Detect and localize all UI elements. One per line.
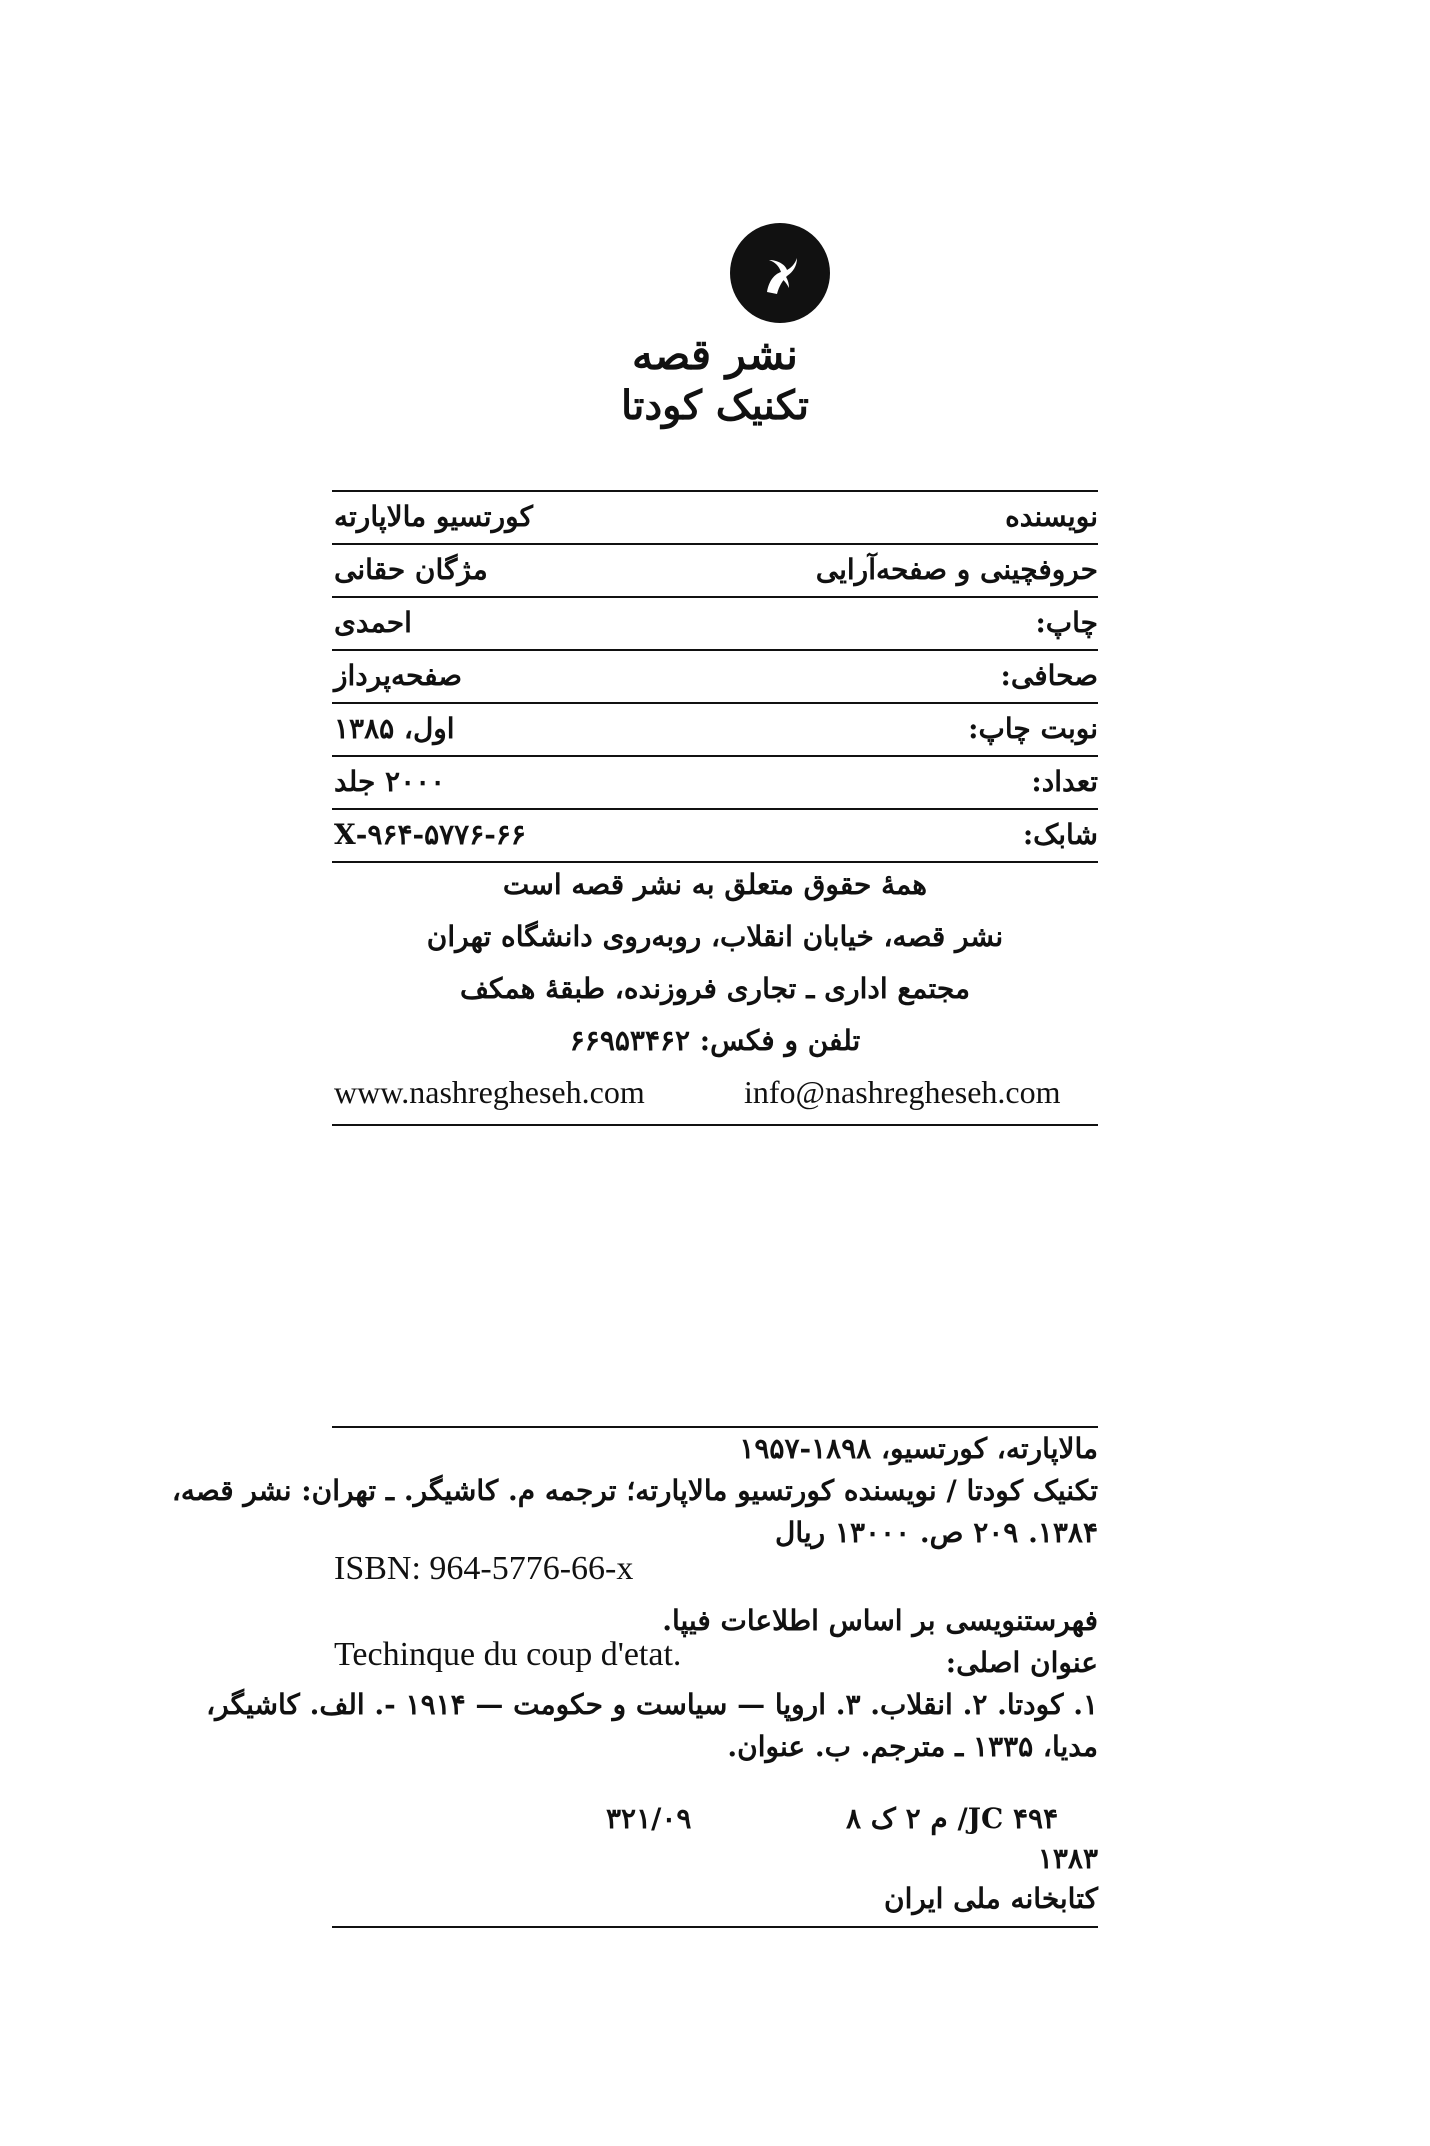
credit-label: چاپ: bbox=[1035, 606, 1098, 639]
credit-label: نویسنده bbox=[1005, 500, 1098, 533]
email-link[interactable]: info@nashregheseh.com bbox=[744, 1074, 1061, 1110]
publisher-name: نشر قصه bbox=[632, 330, 798, 379]
catalog-publication: ۱۳۸۴. ۲۰۹ ص. ۱۳۰۰۰ ریال bbox=[774, 1516, 1098, 1549]
catalog-isbn: ISBN: 964-5776-66-x bbox=[334, 1550, 634, 1587]
catalog-library: کتابخانه ملی ایران bbox=[884, 1882, 1098, 1915]
credit-row-binding bbox=[332, 651, 1098, 703]
credit-value: ۲۰۰۰ جلد bbox=[334, 765, 446, 798]
credit-label: نوبت چاپ: bbox=[968, 712, 1098, 745]
phone-fax: تلفن و فکس: ۶۶۹۵۳۴۶۲ bbox=[569, 1024, 861, 1057]
catalog-year: ۱۳۸۳ bbox=[1037, 1842, 1098, 1875]
credit-row-count bbox=[332, 757, 1098, 809]
credit-label: تعداد: bbox=[1031, 765, 1098, 798]
address-line-2: مجتمع اداری ـ تجاری فروزنده، طبقهٔ همکف bbox=[460, 972, 970, 1005]
catalog-fipa-note: فهرستنویسی بر اساس اطلاعات فیپا. bbox=[662, 1604, 1098, 1637]
catalog-dewey: ۳۲۱/۰۹ bbox=[606, 1802, 692, 1835]
credit-value: ۹۶۴-۵۷۷۶-۶۶-X bbox=[334, 818, 526, 851]
catalog-author: مالاپارته، کورتسیو، ۱۸۹۸-۱۹۵۷ bbox=[739, 1432, 1098, 1465]
catalog-subjects-2: مدیا، ۱۳۳۵ ـ مترجم. ب. عنوان. bbox=[727, 1730, 1098, 1763]
catalog-subjects-1: ۱. کودتا. ۲. انقلاب. ۳. اروپا — سیاست و حکومت — ۱۹۱۴ -. الف. کاشیگر، bbox=[206, 1688, 1098, 1721]
credit-label: حروفچینی و صفحه‌آرایی bbox=[815, 553, 1098, 586]
credit-value: کورتسیو مالاپارته bbox=[334, 500, 533, 533]
credit-label: شابک: bbox=[1022, 818, 1098, 851]
credit-value: اول، ۱۳۸۵ bbox=[334, 712, 455, 745]
divider bbox=[332, 1426, 1098, 1428]
book-title: تکنیک کودتا bbox=[621, 382, 809, 429]
credit-value: مژگان حقانی bbox=[334, 553, 488, 586]
rights-notice: همهٔ حقوق متعلق به نشر قصه است bbox=[502, 868, 928, 901]
credit-row-typesetting bbox=[332, 545, 1098, 597]
website-link[interactable]: www.nashregheseh.com bbox=[334, 1074, 645, 1110]
address-line-1: نشر قصه، خیابان انقلاب، روبه‌روی دانشگاه تهران bbox=[426, 920, 1004, 953]
catalog-original-title-label: عنوان اصلی: bbox=[945, 1646, 1098, 1679]
divider bbox=[332, 1926, 1098, 1928]
publisher-logo-icon bbox=[729, 222, 831, 324]
catalog-lc: JC ۴۹۴/ م ۲ ک ۸ bbox=[846, 1802, 1059, 1835]
catalog-title: تکنیک کودتا / نویسنده کورتسیو مالاپارته؛ ترجمه م. کاشیگر. ـ تهران: نشر قصه، bbox=[171, 1474, 1098, 1507]
credit-row-edition bbox=[332, 704, 1098, 756]
credit-row-isbn bbox=[332, 810, 1098, 862]
credit-value: احمدی bbox=[334, 606, 412, 639]
divider bbox=[332, 1124, 1098, 1126]
catalog-original-title: Techinque du coup d'etat. bbox=[334, 1636, 682, 1673]
credit-value: صفحه‌پرداز bbox=[334, 659, 463, 692]
credit-label: صحافی: bbox=[1000, 659, 1098, 692]
credit-row-print bbox=[332, 598, 1098, 650]
credit-row-author bbox=[332, 492, 1098, 544]
